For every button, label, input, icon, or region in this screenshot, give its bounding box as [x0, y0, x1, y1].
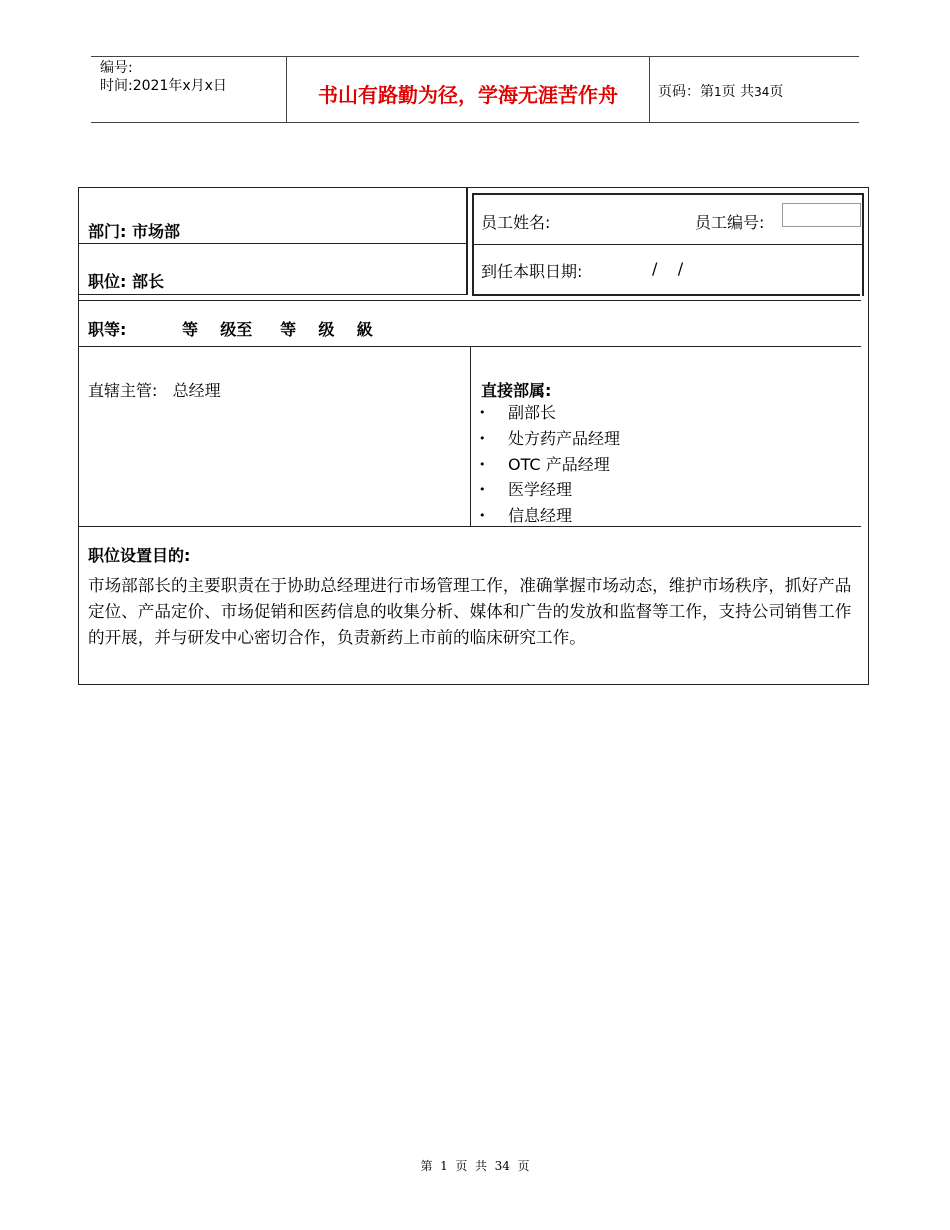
- document-time: 时间:2021年x月x日: [100, 78, 227, 94]
- subordinate-name: 医学经理: [508, 480, 573, 500]
- form-rule: [474, 244, 863, 245]
- header-motto: 书山有路勤为径，学海无涯苦作舟: [318, 83, 618, 107]
- header-meta: [100, 59, 227, 95]
- page-current: 1: [714, 85, 722, 99]
- form-rule: [470, 347, 471, 527]
- header-divider: [649, 56, 650, 122]
- department-field: 部门: 市场部: [88, 222, 180, 241]
- employee-id-input[interactable]: [782, 203, 861, 227]
- position-field: 职位: 部长: [88, 272, 164, 291]
- supervisor-field: 直辖主管: 总经理: [88, 381, 221, 400]
- form-rule: [78, 300, 861, 301]
- purpose-label: 职位设置目的:: [88, 546, 191, 565]
- page-mid: 页 共: [721, 84, 755, 100]
- employee-box-bottom: [472, 294, 860, 296]
- header-page-number: [658, 81, 783, 101]
- list-item: [479, 477, 620, 503]
- header-top-rule: [91, 56, 859, 57]
- employee-box-top: [472, 193, 862, 195]
- bullet-icon: •: [479, 406, 486, 419]
- form-rule: [466, 187, 468, 295]
- document-code-label: 编号:: [100, 60, 133, 76]
- grade-label: 职等:: [88, 320, 127, 339]
- bullet-icon: •: [479, 483, 486, 497]
- form-border-right: [868, 187, 869, 685]
- page-footer: 第 1 页 共 34 页: [420, 1159, 530, 1173]
- form-rule: [78, 294, 468, 295]
- form-rule: [78, 526, 861, 527]
- subordinates-list: [479, 400, 620, 529]
- start-date-value: / /: [652, 259, 684, 278]
- list-item: [479, 503, 620, 529]
- subordinate-name: 副部长: [508, 403, 557, 422]
- start-date-label: 到任本职日期:: [481, 262, 583, 281]
- subordinates-label: 直接部属:: [481, 381, 552, 400]
- page-total: 34: [754, 85, 770, 99]
- bullet-icon: •: [479, 457, 486, 471]
- form-border-top: [78, 187, 869, 188]
- form-rule: [78, 243, 468, 244]
- page-prefix: 页码：第: [658, 84, 714, 100]
- form-border-left: [78, 187, 79, 685]
- subordinate-name: 信息经理: [508, 506, 573, 526]
- subordinate-name: 处方药产品经理: [508, 428, 621, 448]
- grade-value: 等 级至 等 级 級: [182, 320, 373, 339]
- list-item: [479, 400, 620, 426]
- list-item: [479, 426, 620, 452]
- page-suffix: 页: [769, 84, 784, 100]
- form-border-bottom: [78, 684, 869, 685]
- bullet-icon: •: [479, 431, 486, 445]
- header-bottom-rule: [91, 122, 859, 123]
- employee-id-label: 员工编号:: [695, 213, 765, 232]
- purpose-text: 市场部部长的主要职责在于协助总经理进行市场管理工作，准确掌握市场动态，维护市场秩序，抓好产品定位、产品定价、市场促销和医药信息的收集分析、媒体和广告的发放和监督等工作，支持公司销售工作的开展，并与研发中心密切合作，负责新药上市前的临床研究工作。: [88, 576, 852, 647]
- list-item: [479, 452, 620, 478]
- bullet-icon: •: [479, 509, 486, 523]
- subordinate-name: OTC 产品经理: [508, 454, 610, 474]
- employee-name-label: 员工姓名:: [481, 213, 551, 232]
